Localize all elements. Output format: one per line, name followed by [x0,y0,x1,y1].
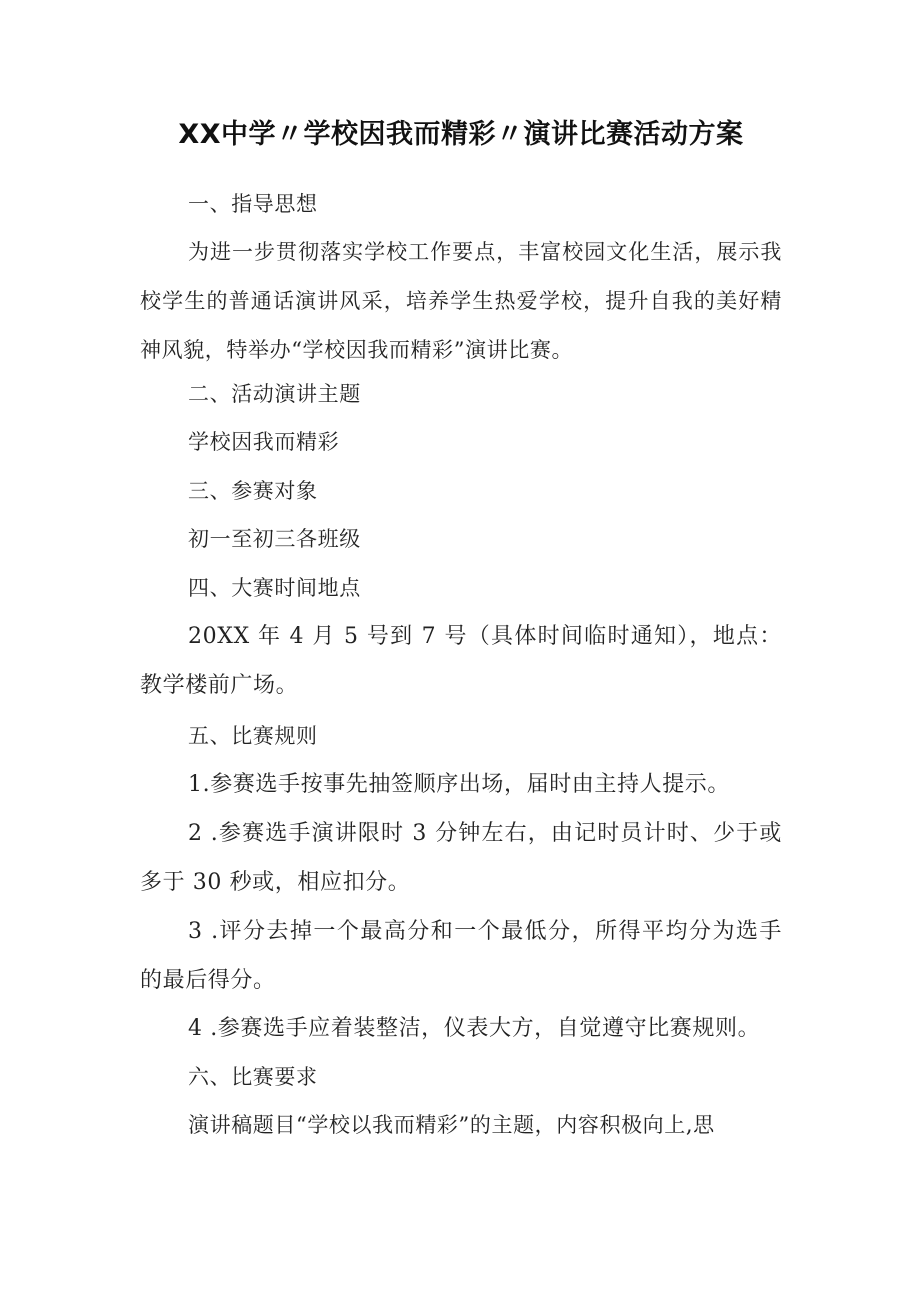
rule-item-3: 3 .评分去掉一个最高分和一个最低分，所得平均分为选手的最后得分。 [140,919,782,993]
document-title: XX中学〃学校因我而精彩〃演讲比赛活动方案 [178,119,744,150]
section-body-participants: 初一至初三各班级 [188,527,361,551]
rule-item-2: 2 .参赛选手演讲限时 3 分钟左右，由记时员计时、少于或多于 30 秒或，相应扣分。 [140,821,782,895]
rule-item-4: 4 .参赛选手应着装整洁，仪表大方，自觉遵守比赛规则。 [188,1016,761,1041]
section-heading-rules: 五、比赛规则 [188,724,318,748]
rule-item-1: 1.参赛选手按事先抽签顺序出场，届时由主持人提示。 [188,772,730,797]
section-heading-theme: 二、活动演讲主题 [188,382,361,406]
section-heading-participants: 三、参赛对象 [188,479,318,503]
section-heading-requirements: 六、比赛要求 [188,1065,318,1089]
section-body-time-place: 20XX 年 4 月 5 号到 7 号（具体时间临时通知），地点：教学楼前广场。 [140,624,782,698]
section-body-requirements: 演讲稿题目“学校以我而精彩”的主题，内容积极向上,思 [188,1113,715,1137]
section-heading-time-place: 四、大赛时间地点 [188,576,361,600]
section-heading-guiding-ideology: 一、指导思想 [188,192,318,216]
section-body-theme: 学校因我而精彩 [188,430,340,454]
section-body-guiding-ideology: 为进一步贯彻落实学校工作要点，丰富校园文化生活，展示我校学生的普通话演讲风采，培养学生热爱学校，提升自我的美好精神风貌，特举办“学校因我而精彩”演讲比赛。 [140,240,782,362]
